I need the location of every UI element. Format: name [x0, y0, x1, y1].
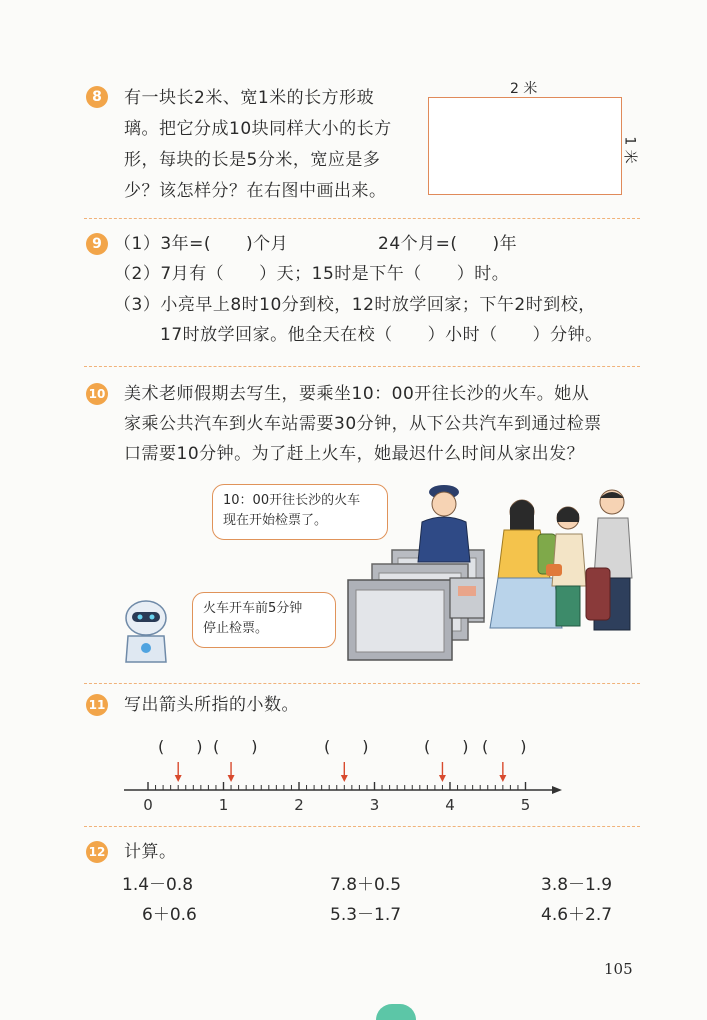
pointer-arrowhead — [439, 775, 446, 782]
answer-blank-4[interactable]: ( ) — [424, 737, 469, 756]
calc-6: 4.6＋2.7 — [541, 905, 613, 925]
q10-text-line-3: 口需要10分钟。为了赶上火车，她最迟什么时间从家出发？ — [124, 444, 585, 464]
robot-speech-bubble — [192, 592, 336, 648]
staff-bubble-line-2: 现在开始检票了。 — [223, 513, 328, 528]
q12-prompt: 计算。 — [124, 842, 177, 862]
number-line-label: 2 — [294, 796, 304, 814]
answer-blank-3[interactable]: ( ) — [324, 737, 369, 756]
calc-3: 3.8－1.9 — [541, 875, 613, 895]
calc-1: 1.4－0.8 — [122, 875, 194, 895]
robot-bubble-line-1: 火车开车前5分钟 — [203, 601, 303, 616]
calc-5: 5.3－1.7 — [330, 905, 402, 925]
robot-bubble-line-2: 停止检票。 — [203, 621, 269, 636]
question-number-9: 9 — [86, 233, 108, 255]
number-line-label: 5 — [520, 796, 531, 814]
pointer-arrowhead — [499, 775, 506, 782]
q9-line-1a: （1）3年=( )个月 — [114, 234, 289, 254]
staff-speech-bubble — [212, 484, 388, 540]
q9-line-3: （3）小亮早上8时10分到校，12时放学回家；下午2时到校， — [114, 295, 596, 315]
number-line-label: 4 — [445, 796, 455, 814]
answer-blank-1[interactable]: ( ) — [158, 737, 203, 756]
q9-line-1b: 24个月=( )年 — [378, 234, 518, 254]
q10-text-line-1: 美术老师假期去写生，要乘坐10：00开往长沙的火车。她从 — [124, 384, 590, 404]
number-line — [110, 756, 580, 816]
traveler-man — [586, 490, 632, 630]
answer-blank-2[interactable]: ( ) — [213, 737, 258, 756]
staff-bubble-line-1: 10：00开往长沙的火车 — [223, 493, 361, 508]
station-staff — [418, 485, 470, 562]
q8-width-label: 1 米 — [621, 136, 638, 164]
pointer-arrowhead — [341, 775, 348, 782]
number-line-arrowhead — [552, 786, 562, 794]
separator — [84, 366, 640, 367]
q8-text-line-4: 少？该怎样分？在右图中画出来。 — [124, 181, 387, 201]
q10-text-line-2: 家乘公共汽车到火车站需要30分钟，从下公共汽车到通过检票 — [124, 414, 602, 434]
q8-text-line-1: 有一块长2米、宽1米的长方形玻 — [124, 88, 375, 108]
q8-text-line-2: 璃。把它分成10块同样大小的长方 — [124, 119, 392, 139]
question-number-12: 12 — [86, 841, 108, 863]
q9-line-4: 17时放学回家。他全天在校（ ）小时（ ）分钟。 — [160, 325, 603, 345]
number-line-label: 1 — [218, 796, 229, 814]
robot-mascot — [126, 601, 166, 662]
question-number-11: 11 — [86, 694, 108, 716]
calc-2: 7.8＋0.5 — [330, 875, 402, 895]
question-number-8: 8 — [86, 86, 108, 108]
separator — [84, 683, 640, 684]
answer-blank-5[interactable]: ( ) — [482, 737, 527, 756]
calc-4: 6＋0.6 — [142, 905, 197, 925]
page-tab-decoration — [376, 1004, 416, 1020]
q8-length-label: 2 米 — [510, 81, 538, 97]
pointer-arrowhead — [228, 775, 235, 782]
number-line-label: 0 — [143, 796, 153, 814]
question-number-10: 10 — [86, 383, 108, 405]
q8-text-line-3: 形，每块的长是5分米，宽应是多 — [124, 150, 381, 170]
separator — [84, 218, 640, 219]
page-number: 105 — [604, 960, 633, 978]
separator — [84, 826, 640, 827]
glass-rectangle[interactable] — [428, 97, 622, 195]
number-line-label: 3 — [369, 796, 380, 814]
q9-line-2: （2）7月有（ ）天；15时是下午（ ）时。 — [114, 264, 510, 284]
pointer-arrowhead — [175, 775, 182, 782]
q11-prompt: 写出箭头所指的小数。 — [124, 695, 299, 715]
